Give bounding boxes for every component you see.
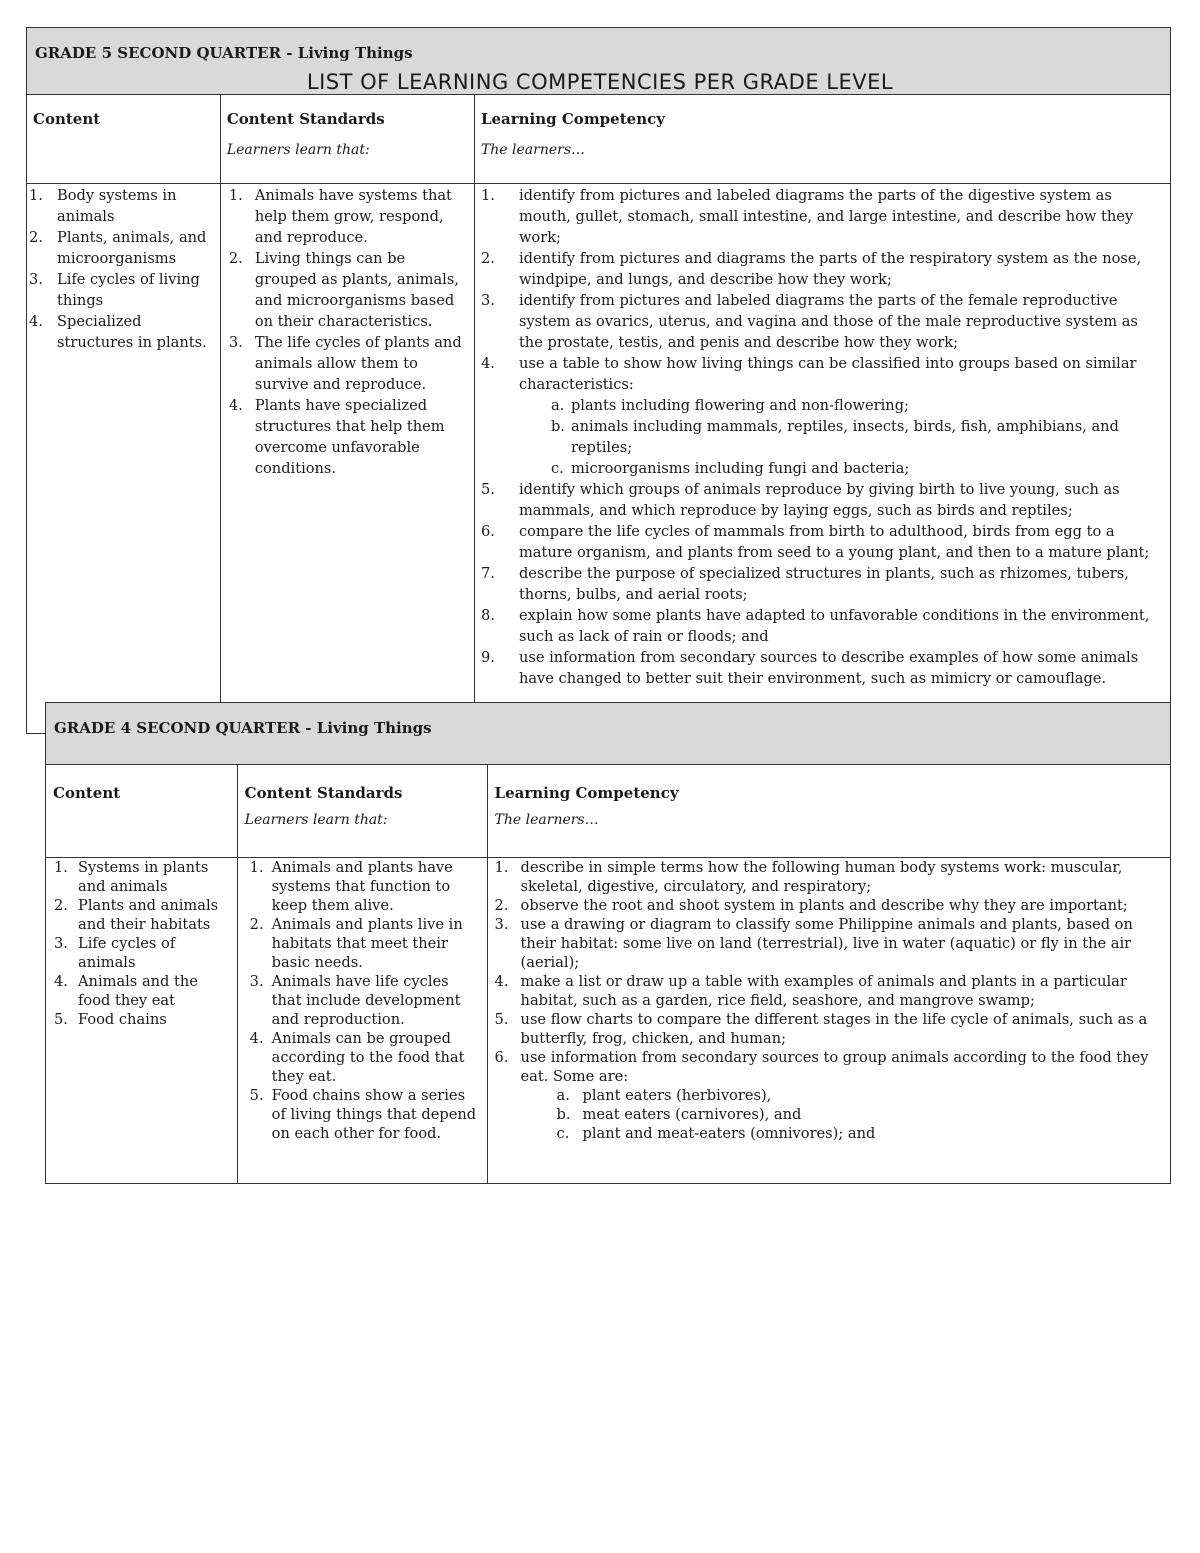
grade4-col-standards-sub: Learners learn that: — [244, 812, 388, 828]
grade4-competency-cell — [487, 858, 1170, 1184]
list-item: 3. Life cycles of animals — [54, 935, 176, 971]
grade4-col-competency-sub: The learners… — [494, 812, 599, 828]
list-item: 2. Plants, animals, and microorganisms — [29, 229, 207, 267]
grade5-col-standards-sub: Learners learn that: — [226, 142, 370, 158]
list-item: 4. use a table to show how living things can be classified into groups based on similar characteristics: a. plants including flowering and non-flowering; b. animals including mammals, reptiles, insects, birds, fish, amphibians, and reptiles; c. microorganisms including fungi and bacteria; — [481, 353, 1162, 479]
sub-item: a. plant eaters (herbivores), — [556, 1087, 772, 1104]
list-item: 5. identify which groups of animals reproduce by giving birth to live young, such as mammals, and which reproduce by laying eggs, such as birds and reptiles; — [480, 481, 1120, 519]
grade5-standards-cell — [220, 184, 474, 734]
list-item: 2. observe the root and shoot system in plants and describe why they are important; — [494, 897, 1128, 914]
grade5-col-content — [27, 95, 221, 184]
grade5-standards-list — [229, 185, 470, 479]
grade5-col-content-label: Content — [33, 110, 101, 128]
list-item: 4. Animals and the food they eat — [54, 973, 198, 1009]
grade5-col-competency-label: Learning Competency — [480, 110, 665, 128]
grade5-sub-list — [551, 395, 1162, 479]
grade4-col-content-label: Content — [53, 784, 121, 802]
grade4-col-content — [46, 765, 238, 858]
grade4-col-competency-label: Learning Competency — [494, 784, 679, 802]
grade5-col-standards — [220, 95, 474, 184]
grade4-standards-cell — [237, 858, 487, 1184]
grade4-col-competency — [487, 765, 1170, 858]
grade4-competency-list — [495, 858, 1162, 1143]
list-item: 3. use a drawing or diagram to classify some Philippine animals and plants, based on their habitat: some live on land (terrestrial), live in water (aquatic) or fly in the air (aerial); — [494, 916, 1133, 971]
list-item: 6. use information from secondary sources to group animals according to the food they eat. Some are: a. plant eaters (herbivores), b. meat eaters (carnivores), and c. plant and meat-eaters (omnivores); and — [495, 1048, 1162, 1143]
grade5-col-competency-sub: The learners… — [480, 142, 586, 158]
grade4-standards-list — [250, 858, 483, 1143]
list-item: 8. explain how some plants have adapted to unfavorable conditions in the environment, such as lack of rain or floods; and — [480, 607, 1150, 645]
list-item: 3. The life cycles of plants and animals allow them to survive and reproduce. — [228, 334, 462, 393]
list-item: 1. identify from pictures and labeled diagrams the parts of the digestive system as mouth, gullet, stomach, small intestine, and large intestine, and describe how they work; — [480, 187, 1134, 246]
grade4-content-list — [54, 858, 233, 1029]
sub-item: b. animals including mammals, reptiles, insects, birds, fish, amphibians, and reptiles; — [550, 418, 1119, 456]
grade5-col-standards-label: Content Standards — [226, 110, 385, 128]
sub-item: c. microorganisms including fungi and bacteria; — [550, 460, 910, 477]
grade4-band — [46, 703, 1171, 765]
grade4-content-cell — [46, 858, 238, 1184]
list-item: 2. identify from pictures and diagrams the parts of the respiratory system as the nose, windpipe, and lungs, and describe how they work; — [480, 250, 1142, 288]
list-item: 1. Animals have systems that help them grow, respond, and reproduce. — [228, 187, 452, 246]
sub-item: b. meat eaters (carnivores), and — [556, 1106, 802, 1123]
list-item: 4. Plants have specialized structures that help them overcome unfavorable conditions. — [228, 397, 445, 477]
list-item: 2. Plants and animals and their habitats — [54, 897, 219, 933]
grade5-band-label: GRADE 5 SECOND QUARTER - Living Things — [35, 44, 413, 62]
list-item: 3. Animals have life cycles that include development and reproduction. — [249, 973, 461, 1028]
list-item: 4. make a list or draw up a table with examples of animals and plants in a particular habitat, such as a garden, rice field, seashore, and mangrove swamp; — [494, 973, 1127, 1009]
list-item: 2. Animals and plants live in habitats that meet their basic needs. — [249, 916, 463, 971]
grade4-table — [45, 702, 1171, 1184]
grade5-content-list — [29, 185, 216, 353]
grade5-col-competency — [474, 95, 1170, 184]
list-item: 4. Specialized structures in plants. — [29, 313, 207, 351]
list-item: 2. Living things can be grouped as plants, animals, and microorganisms based on their characteristics. — [228, 250, 459, 330]
list-item: 3. identify from pictures and labeled diagrams the parts of the female reproductive system as ovarics, uterus, and vagina and those of the male reproductive system as the prostate, testis, and penis and describe how they work; — [480, 292, 1138, 351]
grade4-col-standards — [237, 765, 487, 858]
list-item: 5. Food chains — [54, 1011, 167, 1028]
grade5-competency-list — [481, 185, 1162, 689]
list-item: 1. Animals and plants have systems that function to keep them alive. — [249, 859, 453, 914]
list-item: 4. Animals can be grouped according to the food that they eat. — [249, 1030, 465, 1085]
list-item: 6. compare the life cycles of mammals from birth to adulthood, birds from egg to a mature organism, and plants from seed to a young plant, and then to a mature plant; — [480, 523, 1150, 561]
sub-item: a. plants including flowering and non-flowering; — [550, 397, 909, 414]
grade4-band-label: GRADE 4 SECOND QUARTER - Living Things — [54, 719, 432, 737]
list-item: 5. use flow charts to compare the different stages in the life cycle of animals, such as a butterfly, frog, chicken, and human; — [494, 1011, 1148, 1047]
list-item: 7. describe the purpose of specialized structures in plants, such as rhizomes, tubers, thorns, bulbs, and aerial roots; — [480, 565, 1129, 603]
sub-item: c. plant and meat-eaters (omnivores); and — [556, 1125, 876, 1142]
document-title: LIST OF LEARNING COMPETENCIES PER GRADE LEVEL — [306, 70, 894, 94]
grade4-sub-list — [557, 1086, 1162, 1143]
list-item: 3. Life cycles of living things — [29, 271, 200, 309]
list-item: 1. Systems in plants and animals — [54, 859, 209, 895]
list-item: 5. Food chains show a series of living things that depend on each other for food. — [249, 1087, 477, 1142]
grade5-table — [26, 27, 1171, 734]
grade4-col-standards-label: Content Standards — [244, 784, 403, 802]
list-item: 9. use information from secondary sources to describe examples of how some animals have changed to better suit their environment, such as mimicry or camouflage. — [480, 649, 1139, 687]
grade5-competency-cell — [474, 184, 1170, 734]
list-item: 1. Body systems in animals — [29, 187, 177, 225]
grade5-content-cell — [27, 184, 221, 734]
list-item: 1. describe in simple terms how the following human body systems work: muscular, skeletal, digestive, circulatory, and respiratory; — [494, 859, 1123, 895]
